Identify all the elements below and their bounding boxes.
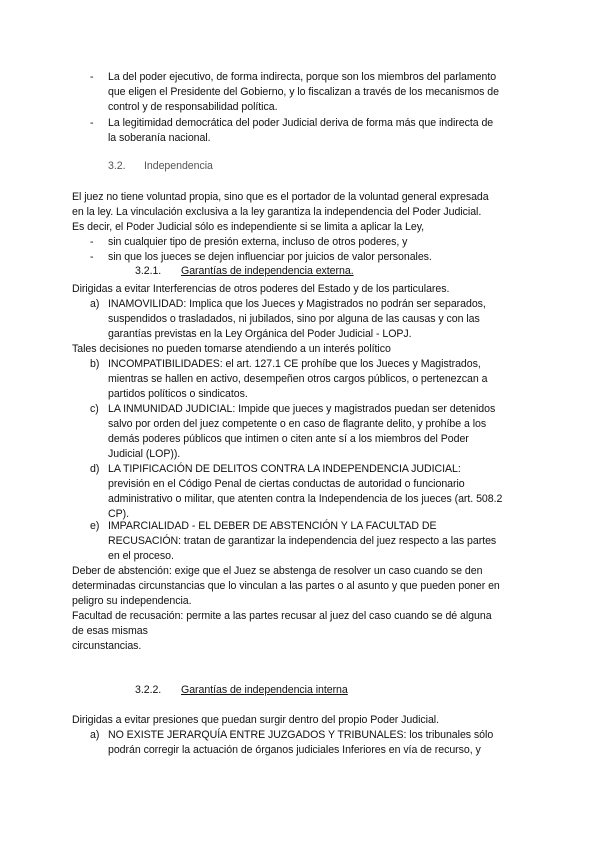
text-line: El juez no tiene voluntad propia, sino que es el portador de la voluntad general expresada	[72, 191, 489, 203]
text-line: mientras se hallen en activo, desempeñen otros cargos públicos, o pertenezcan a	[108, 373, 488, 385]
section-number: 3.2.1.	[135, 265, 162, 277]
text-line: Es decir, el Poder Judicial sólo es independiente si se limita a aplicar la Ley,	[72, 221, 425, 233]
bullet-dash: -	[90, 117, 94, 129]
text-line: sin que los jueces se dejen influenciar por juicios de valor personales.	[108, 251, 432, 263]
text-line: INCOMPATIBILIDADES: el art. 127.1 CE prohíbe que los Jueces y Magistrados,	[108, 358, 481, 370]
text-line: La del poder ejecutivo, de forma indirecta, porque son los miembros del parlamento	[108, 71, 497, 83]
section-heading: Garantías de independencia externa.	[181, 265, 354, 277]
text-line: podrán corregir la actuación de órganos judiciales Inferiores en vía de recurso, y	[108, 744, 481, 756]
bullet-dash: -	[90, 251, 94, 263]
section-heading: Garantías de independencia interna	[181, 684, 348, 696]
text-line: salvo por orden del juez competente o en caso de flagrante delito, y prohíbe a los	[108, 418, 487, 430]
text-line: IMPARCIALIDAD - EL DEBER DE ABSTENCIÓN Y LA FACULTAD DE	[108, 520, 437, 532]
text-line: La legitimidad democrática del poder Judicial deriva de forma más que indirecta de	[108, 117, 494, 129]
list-marker: c)	[90, 403, 99, 415]
text-line: INAMOVILIDAD: Implica que los Jueces y Magistrados no podrán ser separados,	[108, 298, 486, 310]
section-number: 3.2.	[108, 160, 126, 172]
text-line: garantías previstas en la Ley Orgánica del Poder Judicial - LOPJ.	[108, 328, 412, 340]
list-marker: e)	[90, 520, 100, 532]
text-line: Deber de abstención: exige que el Juez se abstenga de resolver un caso cuando se den	[72, 565, 483, 577]
text-line: Judicial (LOP)).	[108, 448, 181, 460]
list-marker: d)	[90, 463, 100, 475]
text-line: control y de responsabilidad política.	[108, 101, 278, 113]
bullet-dash: -	[90, 71, 94, 83]
section-heading: Independencia	[144, 160, 213, 172]
text-line: que eligen el Presidente del Gobierno, y lo fiscalizan a través de los mecanismos de	[108, 86, 499, 98]
text-line: CP).	[108, 508, 129, 520]
text-line: Tales decisiones no pueden tomarse atendiendo a un interés político	[72, 343, 391, 355]
text-line: partidos políticos o sindicatos.	[108, 388, 248, 400]
text-line: NO EXISTE JERARQUÍA ENTRE JUZGADOS Y TRIBUNALES: los tribunales sólo	[108, 729, 494, 741]
list-marker: a)	[90, 729, 100, 741]
text-line: la soberanía nacional.	[108, 132, 211, 144]
text-line: LA INMUNIDAD JUDICIAL: Impide que jueces y magistrados puedan ser detenidos	[108, 403, 496, 415]
text-line: RECUSACIÓN: tratan de garantizar la independencia del juez respecto a las partes	[108, 535, 497, 547]
text-line: sin cualquier tipo de presión externa, incluso de otros poderes, y	[108, 236, 408, 248]
text-line: determinadas circunstancias que lo vinculan a las partes o al asunto y que pueden poner en	[72, 580, 500, 592]
text-line: Facultad de recusación: permite a las partes recusar al juez del caso cuando se dé alguna	[72, 610, 492, 622]
text-line: en la ley. La vinculación exclusiva a la ley garantiza la independencia del Poder Judicial.	[72, 206, 482, 218]
text-line: suspendidos o trasladados, ni jubilados, sino por alguna de las causas y con las	[108, 313, 480, 325]
text-line: LA TIPIFICACIÓN DE DELITOS CONTRA LA INDEPENDENCIA JUDICIAL:	[108, 463, 461, 475]
text-line: en el proceso.	[108, 550, 174, 562]
text-line: demás poderes públicos que intimen o citen ante sí a los miembros del Poder	[108, 433, 469, 445]
list-marker: b)	[90, 358, 100, 370]
list-marker: a)	[90, 298, 100, 310]
text-line: peligro su independencia.	[72, 595, 192, 607]
text-line: Dirigidas a evitar presiones que puedan surgir dentro del propio Poder Judicial.	[72, 714, 439, 726]
text-line: administrativo o militar, que atenten contra la Independencia de los jueces (art. 508.2	[108, 493, 503, 505]
text-line: previsión en el Código Penal de ciertas conductas de autoridad o funcionario	[108, 478, 465, 490]
text-line: de esas mismas	[72, 625, 148, 637]
text-line: circunstancias.	[72, 640, 142, 652]
text-line: Dirigidas a evitar Interferencias de otros poderes del Estado y de los particulares.	[72, 283, 450, 295]
section-number: 3.2.2.	[135, 684, 162, 696]
bullet-dash: -	[90, 236, 94, 248]
